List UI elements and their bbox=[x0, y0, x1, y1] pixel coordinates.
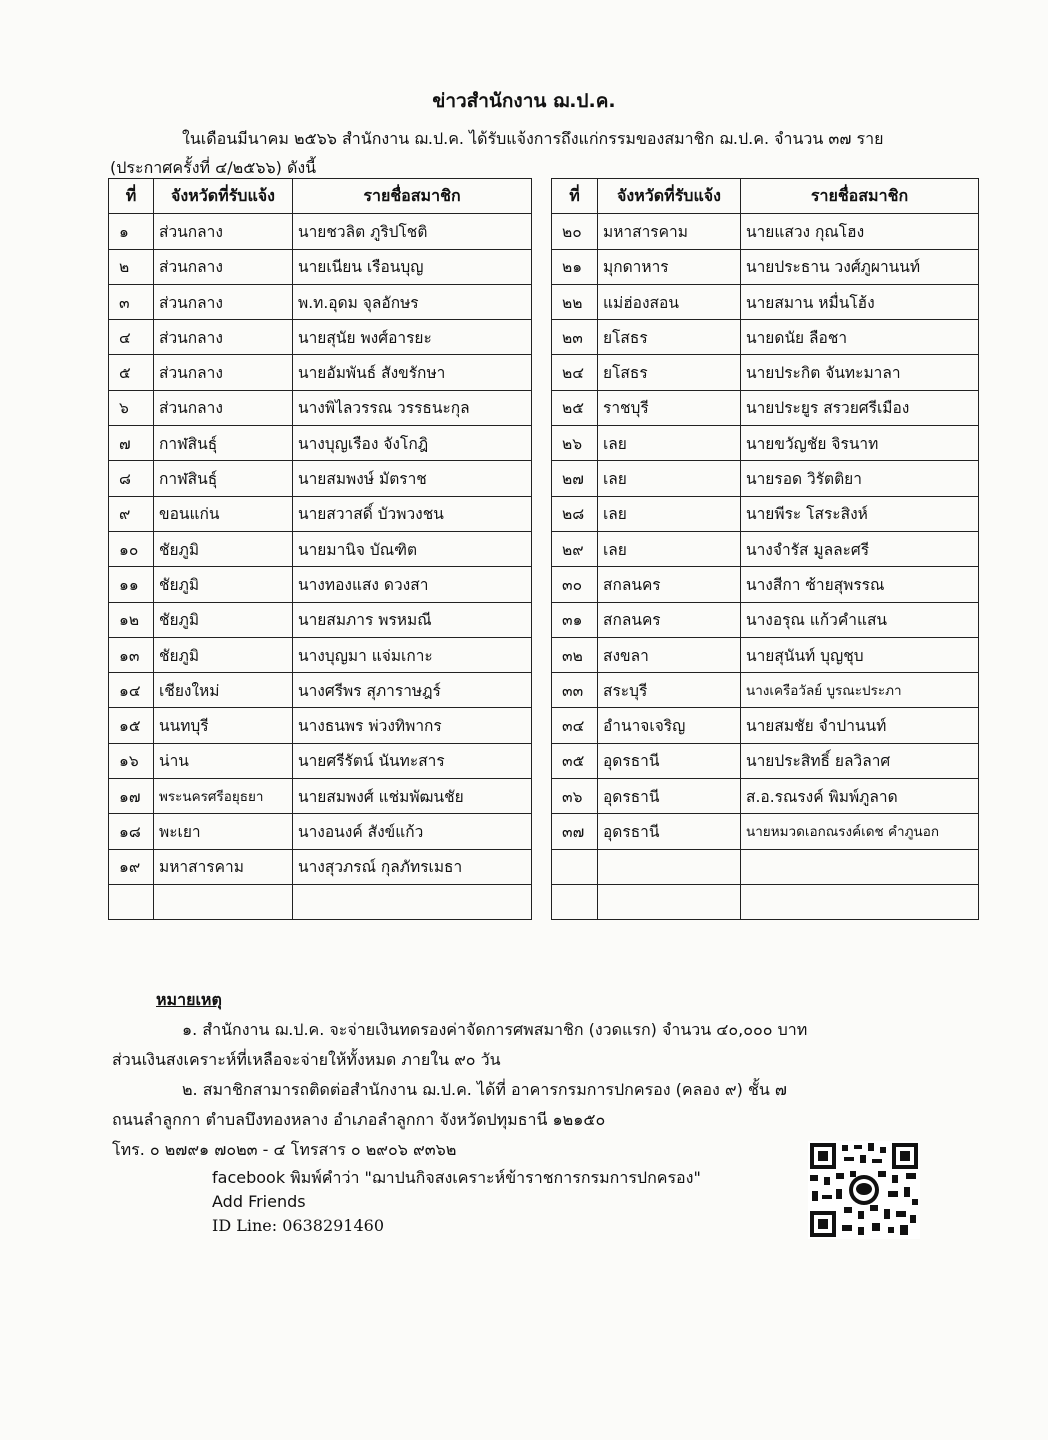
row-member-name: นางจำรัส มูลละศรี bbox=[741, 531, 979, 566]
empty-cell bbox=[293, 884, 532, 919]
row-province: กาฬสินธุ์ bbox=[154, 426, 293, 461]
row-no: ๑๕ bbox=[109, 708, 154, 743]
row-member-name: นายประยูร สรวยศรีเมือง bbox=[741, 390, 979, 425]
row-member-name: นายสมภาร พรหมณี bbox=[293, 602, 532, 637]
empty-cell bbox=[741, 849, 979, 884]
row-no: ๓๗ bbox=[552, 814, 598, 849]
row-member-name: นายประธาน วงศ์ภูผานนท์ bbox=[741, 249, 979, 284]
row-province: ชัยภูมิ bbox=[154, 531, 293, 566]
row-province: แม่ฮ่องสอน bbox=[598, 284, 741, 319]
table-row bbox=[109, 814, 532, 849]
table-row bbox=[109, 531, 532, 566]
row-no: ๒ bbox=[109, 249, 154, 284]
table-row bbox=[552, 708, 979, 743]
row-member-name: นางเครือวัลย์ บูรณะประภา bbox=[741, 673, 979, 708]
row-member-name: นายรอด วิรัตติยา bbox=[741, 461, 979, 496]
col-header-member: รายชื่อสมาชิก bbox=[741, 179, 979, 214]
row-province: ส่วนกลาง bbox=[154, 214, 293, 249]
row-no: ๑ bbox=[109, 214, 154, 249]
row-province: อุดรธานี bbox=[598, 743, 741, 778]
row-no: ๒๕ bbox=[552, 390, 598, 425]
table-row bbox=[552, 779, 979, 814]
col-header-no: ที่ bbox=[552, 179, 598, 214]
row-member-name: นายขวัญชัย จิรนาท bbox=[741, 426, 979, 461]
table-row bbox=[109, 779, 532, 814]
row-no: ๑๙ bbox=[109, 849, 154, 884]
row-province: อำนาจเจริญ bbox=[598, 708, 741, 743]
row-no: ๙ bbox=[109, 496, 154, 531]
table-row bbox=[109, 602, 532, 637]
table-row bbox=[109, 214, 532, 249]
row-province: เลย bbox=[598, 496, 741, 531]
empty-cell bbox=[598, 884, 741, 919]
row-province: ส่วนกลาง bbox=[154, 390, 293, 425]
table-row bbox=[552, 496, 979, 531]
row-member-name: นางศรีพร สุภาราษฎร์ bbox=[293, 673, 532, 708]
row-province: สงขลา bbox=[598, 637, 741, 672]
table-row bbox=[552, 249, 979, 284]
row-member-name: นางพิไลวรรณ วรรธนะกุล bbox=[293, 390, 532, 425]
row-member-name: นายสมพงษ์ มัตราช bbox=[293, 461, 532, 496]
table-header-row bbox=[552, 179, 979, 214]
empty-cell bbox=[598, 849, 741, 884]
row-province: เลย bbox=[598, 461, 741, 496]
row-province: มหาสารคาม bbox=[598, 214, 741, 249]
row-member-name: นางสุวภรณ์ กุลภัทรเมธา bbox=[293, 849, 532, 884]
row-member-name: นายพีระ โสระสิงห์ bbox=[741, 496, 979, 531]
row-no: ๓๒ bbox=[552, 637, 598, 672]
empty-cell bbox=[552, 849, 598, 884]
table-row bbox=[109, 390, 532, 425]
empty-cell bbox=[109, 884, 154, 919]
table-row bbox=[109, 496, 532, 531]
row-province: สระบุรี bbox=[598, 673, 741, 708]
row-province: อุดรธานี bbox=[598, 814, 741, 849]
row-no: ๔ bbox=[109, 320, 154, 355]
row-member-name: นางทองแสง ดวงสา bbox=[293, 567, 532, 602]
row-member-name: นายสวาสดิ์ บัวพวงชน bbox=[293, 496, 532, 531]
row-member-name: นางอนงค์ สังข์แก้ว bbox=[293, 814, 532, 849]
row-member-name: นายแสวง กุณโฮง bbox=[741, 214, 979, 249]
row-province: ส่วนกลาง bbox=[154, 249, 293, 284]
row-province: ส่วนกลาง bbox=[154, 284, 293, 319]
row-no: ๓๐ bbox=[552, 567, 598, 602]
row-member-name: นายมานิจ บัณฑิต bbox=[293, 531, 532, 566]
row-no: ๓๖ bbox=[552, 779, 598, 814]
row-no: ๒๐ bbox=[552, 214, 598, 249]
row-member-name: ส.อ.รณรงค์ พิมพ์ภูลาด bbox=[741, 779, 979, 814]
row-member-name: นายเนียน เรือนบุญ bbox=[293, 249, 532, 284]
row-province: ชัยภูมิ bbox=[154, 567, 293, 602]
note-1-line-2: ส่วนเงินสงเคราะห์ที่เหลือจะจ่ายให้ทั้งหมด ภายใน ๙๐ วัน bbox=[112, 1050, 501, 1069]
table-row bbox=[552, 743, 979, 778]
intro-line-2: (ประกาศครั้งที่ ๔/๒๕๖๖) ดังนี้ bbox=[110, 158, 317, 177]
row-no: ๒๓ bbox=[552, 320, 598, 355]
row-member-name: นางบุญเรือง จังโกฎิ bbox=[293, 426, 532, 461]
line-id: ID Line: 0638291460 bbox=[212, 1216, 385, 1235]
row-province: เลย bbox=[598, 531, 741, 566]
row-member-name: นายดนัย ลือชา bbox=[741, 320, 979, 355]
table-row bbox=[552, 390, 979, 425]
row-no: ๗ bbox=[109, 426, 154, 461]
table-header-row bbox=[109, 179, 532, 214]
row-no: ๓๕ bbox=[552, 743, 598, 778]
intro-paragraph bbox=[110, 124, 990, 182]
row-member-name: นายชวลิต ภูริปโชติ bbox=[293, 214, 532, 249]
col-header-no: ที่ bbox=[109, 179, 154, 214]
note-2-line-1: ๒. สมาชิกสามารถติดต่อสำนักงาน ฌ.ป.ค. ได้ที่ อาคารกรมการปกครอง (คลอง ๙) ชั้น ๗ bbox=[182, 1080, 787, 1099]
notes-heading: หมายเหตุ bbox=[156, 990, 222, 1009]
table-row bbox=[109, 320, 532, 355]
table-row bbox=[109, 426, 532, 461]
table-row bbox=[109, 849, 532, 884]
row-province: น่าน bbox=[154, 743, 293, 778]
row-province: อุดรธานี bbox=[598, 779, 741, 814]
row-no: ๑๗ bbox=[109, 779, 154, 814]
row-member-name: นายสมพงศ์ แช่มพัฒนชัย bbox=[293, 779, 532, 814]
row-no: ๖ bbox=[109, 390, 154, 425]
table-row bbox=[552, 355, 979, 390]
row-member-name: นายศรีรัตน์ นันทะสาร bbox=[293, 743, 532, 778]
row-no: ๓๓ bbox=[552, 673, 598, 708]
empty-cell bbox=[741, 884, 979, 919]
row-member-name: พ.ท.อุดม จุลอักษร bbox=[293, 284, 532, 319]
row-no: ๒๖ bbox=[552, 426, 598, 461]
row-member-name: นายสุนัย พงศ์อารยะ bbox=[293, 320, 532, 355]
table-row bbox=[552, 567, 979, 602]
qr-code-graphic bbox=[808, 1141, 920, 1239]
col-header-province: จังหวัดที่รับแจ้ง bbox=[598, 179, 741, 214]
row-province: ส่วนกลาง bbox=[154, 355, 293, 390]
qr-code-icon[interactable] bbox=[808, 1141, 920, 1239]
table-row bbox=[552, 214, 979, 249]
table-row bbox=[552, 426, 979, 461]
row-no: ๑๔ bbox=[109, 673, 154, 708]
row-no: ๓๑ bbox=[552, 602, 598, 637]
row-province: เลย bbox=[598, 426, 741, 461]
row-member-name: นายสุนันท์ บุญชุบ bbox=[741, 637, 979, 672]
table-row bbox=[109, 743, 532, 778]
row-member-name: นายหมวดเอกณรงค์เดช คำภูนอก bbox=[741, 814, 979, 849]
row-province: พะเยา bbox=[154, 814, 293, 849]
notes-section bbox=[112, 985, 892, 1165]
row-province: ขอนแก่น bbox=[154, 496, 293, 531]
page-title: ข่าวสำนักงาน ฌ.ป.ค. bbox=[432, 90, 616, 112]
table-row bbox=[552, 284, 979, 319]
table-row bbox=[552, 320, 979, 355]
row-province: ยโสธร bbox=[598, 355, 741, 390]
table-row-empty bbox=[552, 849, 979, 884]
row-no: ๑๒ bbox=[109, 602, 154, 637]
row-member-name: นายสมาน หมื่นโฮ้ง bbox=[741, 284, 979, 319]
row-no: ๕ bbox=[109, 355, 154, 390]
row-province: ยโสธร bbox=[598, 320, 741, 355]
table-row bbox=[109, 673, 532, 708]
table-row-empty bbox=[109, 884, 532, 919]
empty-cell bbox=[154, 884, 293, 919]
col-header-province: จังหวัดที่รับแจ้ง bbox=[154, 179, 293, 214]
row-province: นนทบุรี bbox=[154, 708, 293, 743]
row-no: ๓ bbox=[109, 284, 154, 319]
row-province: เชียงใหม่ bbox=[154, 673, 293, 708]
member-table-right bbox=[551, 178, 979, 920]
row-no: ๑๖ bbox=[109, 743, 154, 778]
table-row bbox=[109, 637, 532, 672]
row-member-name: นายประสิทธิ์ ยลวิลาศ bbox=[741, 743, 979, 778]
contact-block bbox=[212, 1166, 701, 1238]
row-no: ๘ bbox=[109, 461, 154, 496]
row-province: ชัยภูมิ bbox=[154, 637, 293, 672]
facebook-text: facebook พิมพ์คำว่า "ฌาปนกิจสงเคราะห์ข้าราชการกรมการปกครอง" bbox=[212, 1168, 701, 1187]
row-member-name: นางบุญมา แจ่มเกาะ bbox=[293, 637, 532, 672]
phone-fax: โทร. ๐ ๒๗๙๑ ๗๐๒๓ - ๔ โทรสาร ๐ ๒๙๐๖ ๙๓๖๒ bbox=[112, 1140, 457, 1159]
table-row bbox=[552, 602, 979, 637]
row-member-name: นายประกิต จันทะมาลา bbox=[741, 355, 979, 390]
intro-line-1: ในเดือนมีนาคม ๒๕๖๖ สำนักงาน ฌ.ป.ค. ได้รับแจ้งการถึงแก่กรรมของสมาชิก ฌ.ป.ค. จำนวน ๓๗ ราย bbox=[182, 129, 884, 148]
table-row bbox=[552, 461, 979, 496]
table-row bbox=[109, 249, 532, 284]
row-no: ๑๑ bbox=[109, 567, 154, 602]
row-province: พระนครศรีอยุธยา bbox=[154, 779, 293, 814]
row-no: ๒๑ bbox=[552, 249, 598, 284]
row-no: ๒๘ bbox=[552, 496, 598, 531]
row-province: กาฬสินธุ์ bbox=[154, 461, 293, 496]
row-province: ชัยภูมิ bbox=[154, 602, 293, 637]
row-no: ๑๓ bbox=[109, 637, 154, 672]
row-no: ๑๐ bbox=[109, 531, 154, 566]
table-row bbox=[552, 673, 979, 708]
row-member-name: นางธนพร พ่วงทิพากร bbox=[293, 708, 532, 743]
row-no: ๑๘ bbox=[109, 814, 154, 849]
row-no: ๒๔ bbox=[552, 355, 598, 390]
row-province: มหาสารคาม bbox=[154, 849, 293, 884]
row-province: มุกดาหาร bbox=[598, 249, 741, 284]
table-row bbox=[109, 284, 532, 319]
row-no: ๓๔ bbox=[552, 708, 598, 743]
table-row bbox=[109, 708, 532, 743]
member-table-left bbox=[108, 178, 532, 920]
table-row bbox=[552, 637, 979, 672]
note-1-line-1: ๑. สำนักงาน ฌ.ป.ค. จะจ่ายเงินทดรองค่าจัดการศพสมาชิก (งวดแรก) จำนวน ๔๐,๐๐๐ บาท bbox=[182, 1020, 808, 1039]
table-row bbox=[552, 814, 979, 849]
row-no: ๒๒ bbox=[552, 284, 598, 319]
row-province: สกลนคร bbox=[598, 602, 741, 637]
row-member-name: นางอรุณ แก้วคำแสน bbox=[741, 602, 979, 637]
table-row bbox=[552, 531, 979, 566]
row-no: ๒๙ bbox=[552, 531, 598, 566]
table-row bbox=[109, 355, 532, 390]
row-no: ๒๗ bbox=[552, 461, 598, 496]
row-member-name: นางสีกา ซ้ายสุพรรณ bbox=[741, 567, 979, 602]
row-province: ส่วนกลาง bbox=[154, 320, 293, 355]
row-province: ราชบุรี bbox=[598, 390, 741, 425]
row-member-name: นายอัมพันธ์ สังขรักษา bbox=[293, 355, 532, 390]
table-row-empty bbox=[552, 884, 979, 919]
table-row bbox=[109, 567, 532, 602]
note-2-line-2: ถนนลำลูกกา ตำบลบึงทองหลาง อำเภอลำลูกกา จังหวัดปทุมธานี ๑๒๑๕๐ bbox=[112, 1110, 606, 1129]
row-province: สกลนคร bbox=[598, 567, 741, 602]
empty-cell bbox=[552, 884, 598, 919]
col-header-member: รายชื่อสมาชิก bbox=[293, 179, 532, 214]
table-row bbox=[109, 461, 532, 496]
add-friends-text: Add Friends bbox=[212, 1192, 306, 1211]
row-member-name: นายสมชัย จำปานนท์ bbox=[741, 708, 979, 743]
